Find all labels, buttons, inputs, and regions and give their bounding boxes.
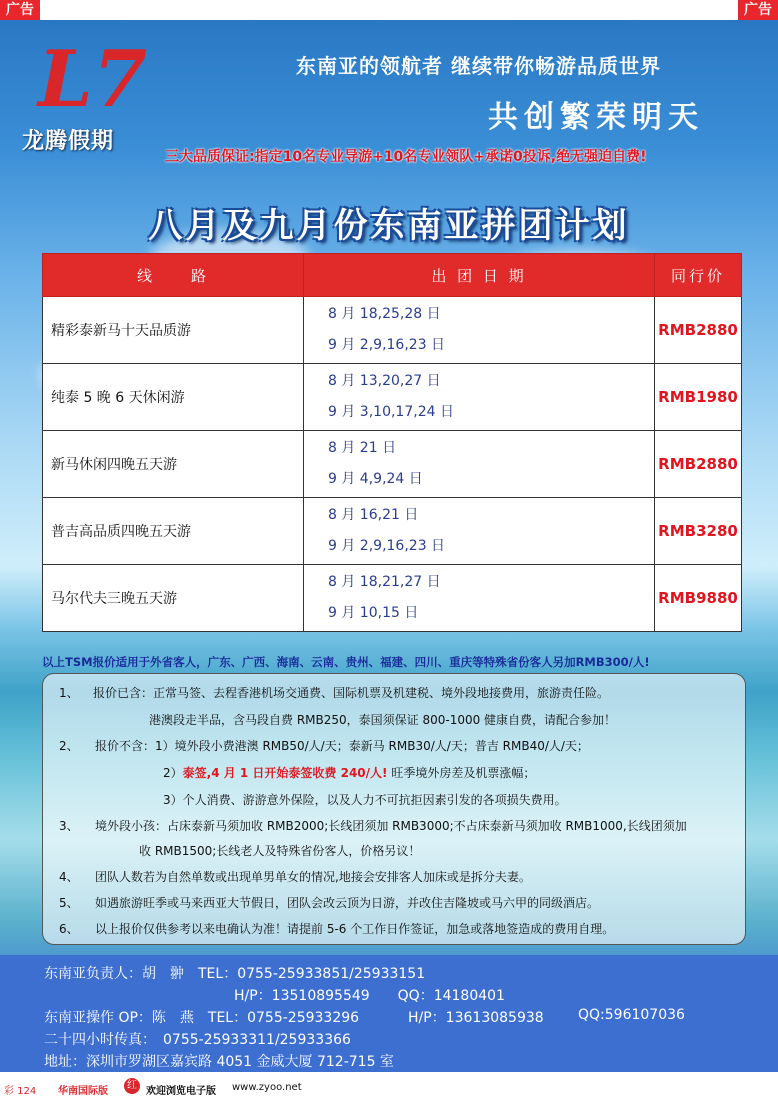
terms-box — [42, 673, 746, 945]
term-number: 6、 — [59, 922, 79, 936]
contact-manager-phone: H/P：13510895549 QQ：14180401 — [234, 988, 505, 1004]
date-line-aug: 8 月 21 日 — [328, 440, 397, 456]
header-dates: 出 团 日 期 — [304, 254, 655, 297]
route-name: 马尔代夫三晚五天游 — [43, 565, 304, 632]
term-suffix: 旺季境外房差及机票涨幅； — [387, 766, 536, 780]
term-number: 5、 — [59, 896, 79, 910]
term-number: 2、 — [59, 739, 79, 753]
term-peak-season: 如遇旅游旺季或马来西亚大节假日，团队会改云顶为日游，并改住吉隆坡或马六甲的同级酒店。 — [95, 896, 600, 910]
date-line-sep: 9 月 3,10,17,24 日 — [328, 404, 454, 420]
edition-badge: 红 — [124, 1078, 140, 1094]
term-group-size: 团队人数若为自然单数或出现单男单女的情况,地接会安排客人加床或是拆分夫妻。 — [95, 870, 531, 884]
date-line-aug: 8 月 18,25,28 日 — [328, 306, 441, 322]
contact-operator: 东南亚操作 OP：陈 燕 TEL：0755-25933296 — [44, 1010, 360, 1026]
page-number: 彩 124 — [4, 1086, 37, 1097]
term-children: 境外段小孩：占床泰新马须加收 RMB2000;长线团须加 RMB3000;不占床泰新马须加收 RMB1000,长线团须加 — [95, 819, 687, 833]
header-price: 同行价 — [655, 254, 742, 297]
date-line-aug: 8 月 13,20,27 日 — [328, 373, 441, 389]
price: RMB9880 — [655, 565, 742, 632]
table-row — [43, 498, 742, 565]
contact-section — [0, 955, 778, 1072]
route-name: 新马休闲四晚五天游 — [43, 431, 304, 498]
price: RMB2880 — [655, 431, 742, 498]
departure-dates — [304, 565, 655, 632]
page-footer — [0, 1072, 778, 1100]
date-line-sep: 9 月 10,15 日 — [328, 605, 419, 621]
departure-dates — [304, 297, 655, 364]
term-number: 3、 — [59, 819, 79, 833]
ad-tag-left: 广告 — [0, 0, 40, 20]
term-prefix: 2） — [163, 766, 183, 780]
footer-promo: 欢迎浏览电子版 — [146, 1086, 216, 1097]
contact-operator-qq: QQ:596107036 — [578, 1007, 685, 1023]
logo-text: 龙腾假期 — [22, 129, 115, 154]
page-title: 八月及九月份东南亚拼团计划 — [148, 206, 630, 246]
header-route: 线 路 — [43, 254, 304, 297]
departure-dates — [304, 498, 655, 565]
table-row — [43, 297, 742, 364]
date-line-sep: 9 月 2,9,16,23 日 — [328, 538, 446, 554]
visa-fee-notice: 泰签,4 月 1 日开始泰签收费 240/人! — [182, 766, 388, 780]
table-row — [43, 364, 742, 431]
table-header-row — [43, 254, 742, 297]
date-line-sep: 9 月 2,9,16,23 日 — [328, 337, 446, 353]
table-row — [43, 565, 742, 632]
term-number: 1、 — [59, 686, 79, 700]
term-confirmation: 以上报价仅供参考以来电确认为准！请提前 5-6 个工作日作签证，加急或落地签造成的费用自理。 — [95, 922, 615, 936]
logo — [18, 34, 148, 158]
term-number: 4、 — [59, 870, 79, 884]
departure-dates — [304, 431, 655, 498]
price: RMB1980 — [655, 364, 742, 431]
date-line-sep: 9 月 4,9,24 日 — [328, 471, 423, 487]
route-name: 普吉高品质四晚五天游 — [43, 498, 304, 565]
departure-dates — [304, 364, 655, 431]
slogan-line-2: 共创繁荣明天 — [488, 100, 704, 135]
term-excluded: 报价不含：1）境外段小费港澳 RMB50/人/天；泰新马 RMB30/人/天；普吉 RMB40/人/天； — [95, 739, 589, 753]
tsm-pricing-note: 以上TSM报价适用于外省客人，广东、广西、海南、云南、贵州、福建、四川、重庆等特殊省份客人另加RMB300/人! — [42, 655, 650, 669]
term-children-detail: 收 RMB1500;长线老人及特殊省份客人，价格另议！ — [139, 844, 421, 858]
term-included-detail: 港澳段走半品，含马段自费 RMB250，泰国须保证 800-1000 健康自费，请配合参加！ — [149, 713, 617, 727]
footer-url[interactable]: www.zyoo.net — [232, 1082, 302, 1093]
contact-fax: 二十四小时传真： 0755-25933311/25933366 — [44, 1032, 351, 1048]
table-row — [43, 431, 742, 498]
tour-schedule-table — [42, 253, 742, 632]
price: RMB2880 — [655, 297, 742, 364]
ad-tag-right: 广告 — [738, 0, 778, 20]
contact-address: 地址：深圳市罗湖区嘉宾路 4051 金威大厦 712-715 室 — [44, 1054, 394, 1070]
contact-operator-mobile: H/P：13613085938 — [408, 1010, 544, 1026]
slogan-line-1: 东南亚的领航者 继续带你畅游品质世界 — [296, 54, 661, 78]
date-line-aug: 8 月 16,21 日 — [328, 507, 419, 523]
term-included: 报价已含：正常马签、去程香港机场交通费、国际机票及机建税、境外段地接费用，旅游责任险。 — [93, 686, 610, 700]
date-line-aug: 8 月 18,21,27 日 — [328, 574, 441, 590]
route-name: 纯泰 5 晚 6 天休闲游 — [43, 364, 304, 431]
term-excluded-personal: 3）个人消费、游游意外保险，以及人力不可抗拒因素引发的各项损失费用。 — [163, 793, 567, 807]
logo-mark: L7 — [38, 34, 148, 125]
edition-name: 华南国际版 — [58, 1086, 108, 1097]
route-name: 精彩泰新马十天品质游 — [43, 297, 304, 364]
price: RMB3280 — [655, 498, 742, 565]
term-excluded-visa — [163, 764, 535, 781]
contact-manager: 东南亚负责人：胡 翀 TEL：0755-25933851/25933151 — [44, 966, 426, 982]
quality-guarantee: 三大品质保证:指定10名专业导游+10名专业领队+承诺0投诉,绝无强迫自费! — [165, 149, 647, 165]
